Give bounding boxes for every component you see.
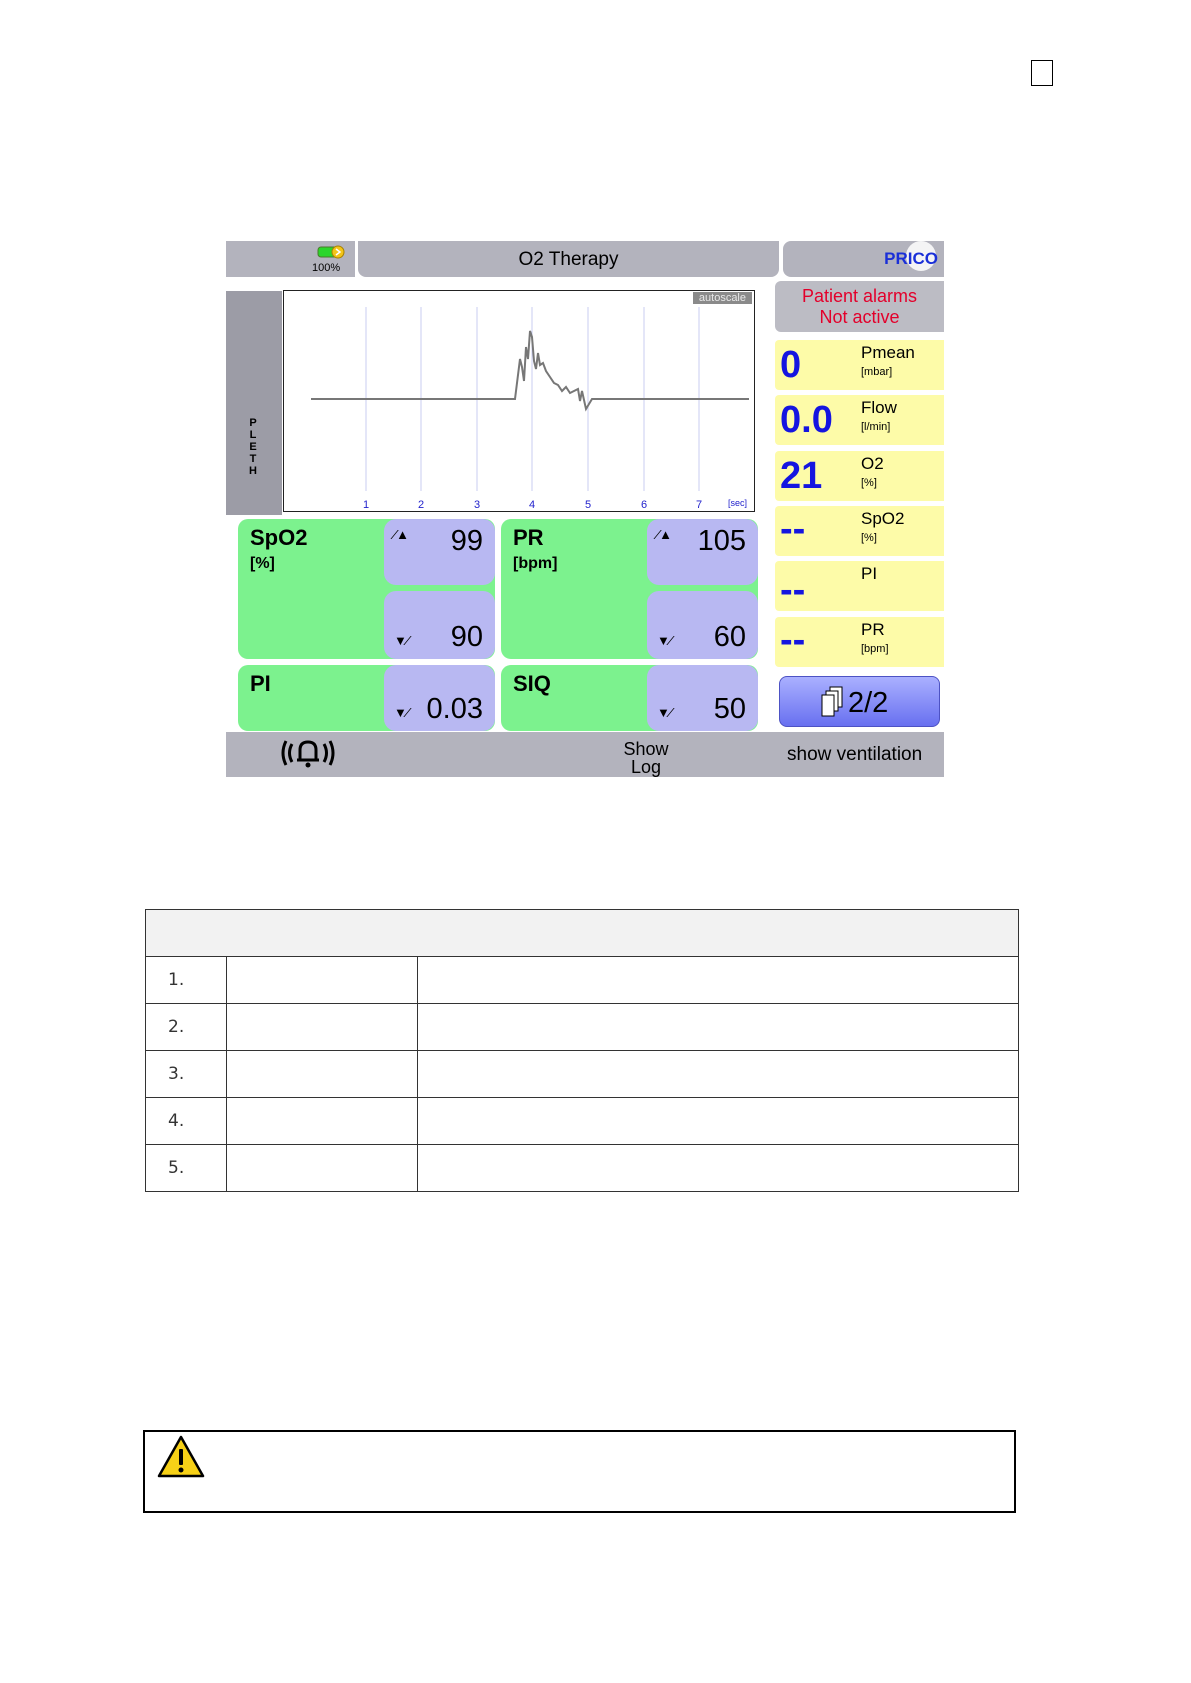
pleth-waveform: [283, 290, 755, 512]
page-indicator: 2/2: [848, 687, 889, 719]
upper-limit-icon: ⁄▲: [657, 527, 673, 542]
param-name: O2: [861, 454, 884, 473]
row-number: 5.: [146, 1145, 227, 1192]
param-unit: [%]: [861, 532, 877, 544]
battery-panel: [226, 241, 355, 277]
tile-name: PR: [513, 525, 544, 550]
alarm-bell-icon[interactable]: [278, 736, 338, 770]
param-name: Flow: [861, 398, 897, 417]
x-tick: 3: [474, 499, 481, 511]
table-row: [146, 1004, 1019, 1051]
param-unit: [bpm]: [861, 643, 889, 655]
param-name: Pmean: [861, 343, 915, 362]
param-name: SpO2: [861, 509, 905, 528]
alarm-status-line2: Not active: [819, 307, 900, 327]
param-unit: [%]: [861, 477, 877, 489]
tile-unit: [%]: [250, 555, 275, 572]
tile-unit: [bpm]: [513, 555, 558, 572]
table-header: [146, 910, 1019, 957]
x-tick: 1: [363, 499, 370, 511]
tile-pi[interactable]: [238, 665, 495, 731]
brand-panel: [783, 241, 944, 277]
upper-limit-icon: ⁄▲: [394, 527, 410, 542]
tile-pr[interactable]: [501, 519, 758, 659]
row-number: 3.: [146, 1051, 227, 1098]
show-log-line1: Show: [623, 739, 669, 759]
param-value: 0: [780, 344, 802, 386]
param-value: 0.0: [780, 399, 833, 441]
pleth-label-panel: [226, 291, 282, 515]
battery-level: 100%: [312, 262, 341, 274]
title-bar: [358, 241, 779, 277]
lower-limit[interactable]: [647, 591, 758, 659]
autoscale-label[interactable]: autoscale: [693, 292, 752, 304]
corner-checkbox: [1031, 60, 1053, 86]
lower-limit-icon: ▼⁄: [394, 633, 410, 648]
x-tick: 4: [529, 499, 536, 511]
page-switch-button[interactable]: [779, 676, 940, 727]
x-unit: [sec]: [728, 498, 748, 508]
param-flow: [775, 395, 944, 445]
table-row: [146, 1145, 1019, 1192]
lower-limit[interactable]: [647, 665, 758, 731]
param-unit: [mbar]: [861, 366, 893, 378]
param-o2: [775, 451, 944, 501]
x-tick: 5: [585, 499, 592, 511]
param-value: --: [780, 508, 806, 550]
tile-spo2[interactable]: [238, 519, 495, 659]
table-row: [146, 957, 1019, 1004]
x-tick: 2: [418, 499, 425, 511]
upper-limit-value: 105: [697, 525, 746, 557]
x-tick: 6: [641, 499, 648, 511]
param-pmean: [775, 340, 944, 390]
lower-limit-icon: ▼⁄: [394, 705, 410, 720]
tile-siq[interactable]: [501, 665, 758, 731]
legend-table: [145, 909, 1019, 1192]
upper-limit-value: 99: [450, 525, 483, 557]
pages-icon: [821, 686, 845, 718]
param-value: --: [780, 619, 806, 661]
show-ventilation-button[interactable]: show ventilation: [787, 744, 923, 765]
brand-logo: PRICO: [884, 249, 938, 268]
lower-limit-icon: ▼⁄: [657, 705, 673, 720]
lower-limit[interactable]: [384, 591, 495, 659]
param-unit: [l/min]: [861, 421, 891, 433]
warning-icon: [156, 1434, 206, 1480]
row-number: 1.: [146, 957, 227, 1004]
upper-limit[interactable]: [647, 519, 758, 585]
lower-limit[interactable]: [384, 665, 495, 731]
lower-limit-value: 0.03: [426, 693, 483, 725]
x-tick: 7: [696, 499, 703, 511]
param-name: PI: [861, 564, 878, 583]
param-pr: [775, 617, 944, 667]
device-screen: [226, 241, 944, 777]
battery-icon: [317, 245, 345, 259]
table-row: [146, 1098, 1019, 1145]
show-log-line2: Log: [630, 757, 662, 777]
pleth-label: P L E T H: [249, 417, 257, 477]
tile-name: PI: [250, 671, 271, 696]
lower-limit-value: 50: [713, 693, 746, 725]
param-value: --: [780, 569, 806, 611]
row-number: 2.: [146, 1004, 227, 1051]
bottom-bar: [226, 732, 944, 777]
mode-title: O2 Therapy: [518, 249, 619, 270]
tile-name: SpO2: [250, 525, 308, 550]
show-log-button[interactable]: [616, 740, 676, 776]
param-spo2: [775, 506, 944, 556]
lower-limit-value: 90: [450, 621, 483, 653]
param-value: 21: [780, 455, 823, 497]
tile-name: SIQ: [513, 671, 551, 696]
lower-limit-icon: ▼⁄: [657, 633, 673, 648]
alarm-status-panel[interactable]: [775, 281, 944, 332]
lower-limit-value: 60: [713, 621, 746, 653]
table-row: [146, 1051, 1019, 1098]
upper-limit[interactable]: [384, 519, 495, 585]
row-number: 4.: [146, 1098, 227, 1145]
param-name: PR: [861, 620, 885, 639]
alarm-status-line1: Patient alarms: [801, 286, 918, 306]
warning-box: [143, 1430, 1016, 1513]
param-pi: [775, 561, 944, 611]
